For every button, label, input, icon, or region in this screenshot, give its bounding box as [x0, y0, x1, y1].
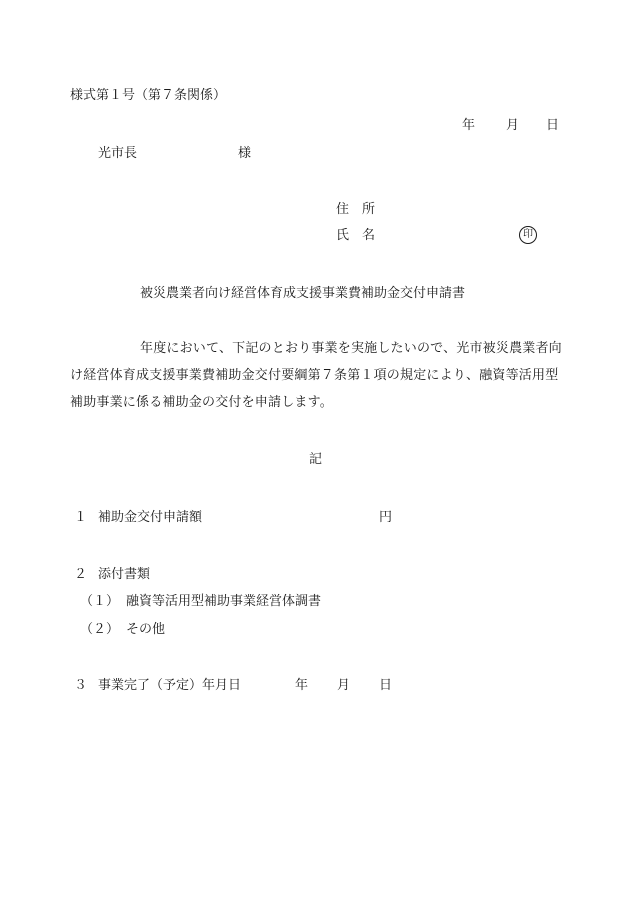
item-2-sub-1-number: （１）: [80, 594, 120, 609]
item-1-label: 補助金交付申請額: [98, 510, 203, 525]
item-2-sub-2-label: その他: [126, 622, 166, 637]
date-year: 年: [462, 118, 476, 133]
body-paragraph: 年度において、下記のとおり事業を実施したいので、光市被災農業者向け経営体育成支援事業費補助金交付要綱第７条第１項の規定により、融資等活用型補助事業に係る補助金の交付を申請します。: [70, 341, 562, 410]
document-title: 被災農業者向け経営体育成支援事業費補助金交付申請書: [140, 286, 466, 301]
ki-heading: 記: [309, 452, 323, 467]
date-month: 月: [506, 118, 520, 133]
date-line: [462, 118, 475, 134]
addressee-honorific: 様: [238, 146, 252, 161]
name-label: 氏 名: [336, 228, 376, 243]
item-2-label: 添付書類: [98, 567, 151, 582]
item-3-date-month: 月: [337, 678, 351, 693]
seal-icon: 印: [519, 226, 537, 244]
address-label: 住 所: [336, 202, 376, 217]
date-day: 日: [546, 118, 560, 133]
item-3-date-day: 日: [379, 678, 393, 693]
item-3-label: 事業完了（予定）年月日: [98, 678, 242, 693]
form-number: 様式第１号（第７条関係）: [70, 88, 227, 103]
item-1-unit: 円: [379, 510, 393, 525]
item-3-date-year: 年: [295, 678, 309, 693]
item-1-number: １: [74, 510, 88, 525]
item-2-number: ２: [74, 567, 88, 582]
addressee-name: 光市長: [98, 146, 138, 161]
item-2-sub-2-number: （２）: [80, 622, 120, 637]
item-2-sub-1-label: 融資等活用型補助事業経営体調書: [126, 594, 322, 609]
item-3-number: ３: [74, 678, 88, 693]
